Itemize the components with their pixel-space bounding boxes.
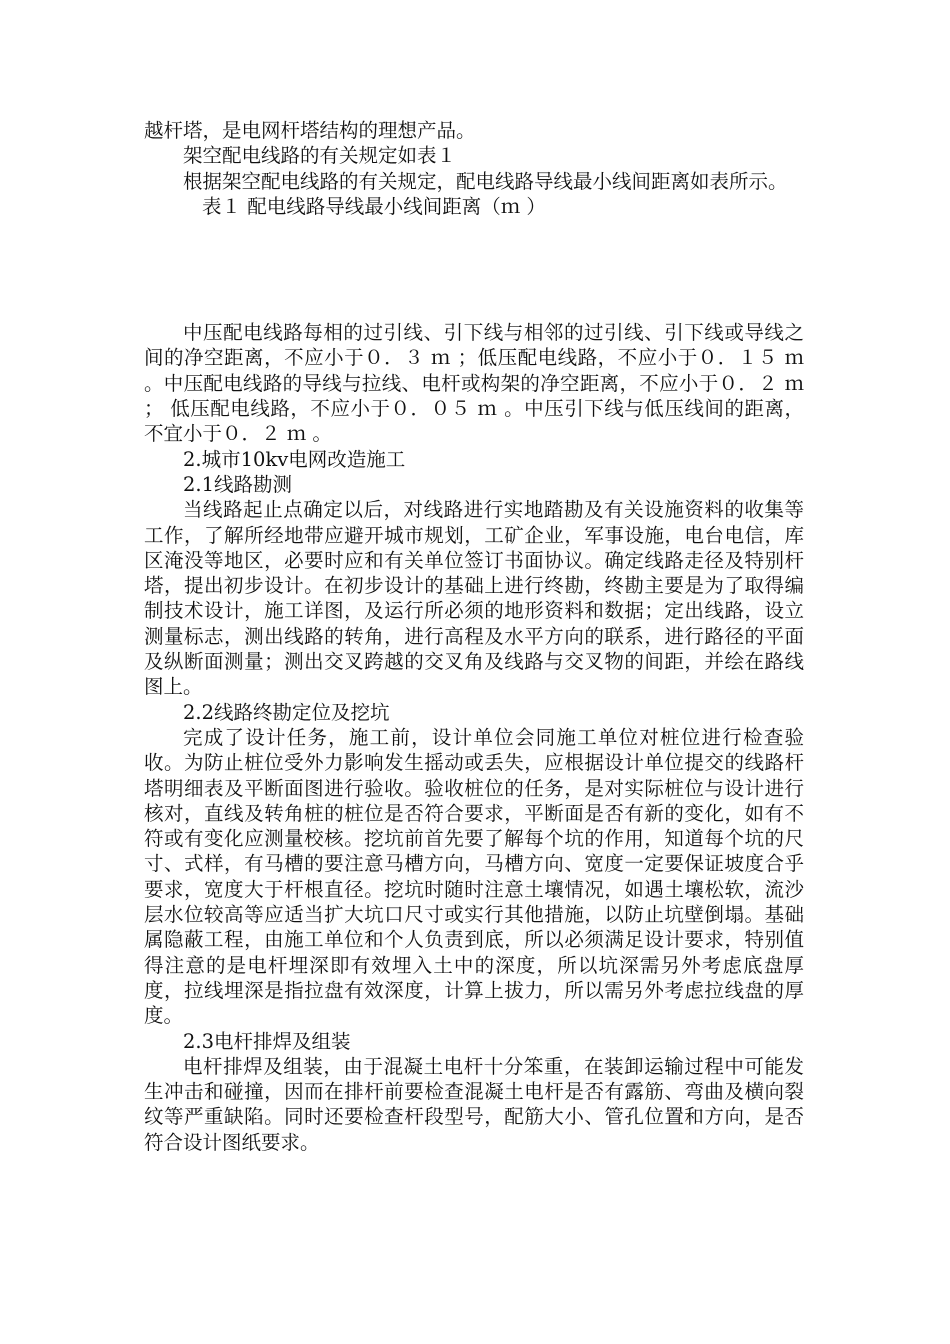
- intro-line-continuation: 越杆塔，是电网杆塔结构的理想产品。: [144, 119, 476, 142]
- table-caption: 表１ 配电线路导线最小线间距离（ｍ ）: [202, 194, 546, 218]
- table-placeholder: [144, 219, 804, 320]
- section-body: 电杆排焊及组装，由于混凝土电杆十分笨重，在装卸运输过程中可能发生冲击和碰撞，因而在排杆前要检查混凝土电杆是否有露筋、弯曲及横向裂纹等严重缺陷。同时还要检查杆段型号，配筋大小、管孔位置和方向，是否符合设计图纸要求。: [144, 1054, 804, 1154]
- intro-line-table-reference: 架空配电线路的有关规定如表１: [183, 144, 457, 168]
- clearance-paragraph: 中压配电线路每相的过引线、引下线与相邻的过引线、引下线或导线之间的净空距离，不应小于０．３ ｍ ；低压配电线路，不应小于０．１５ ｍ 。中压配电线路的导线与拉线、电杆或构架的净空距离，不应小于０．２ ｍ ； 低压配电线路，不应小于０．０５ ｍ 。中压引下线与低压线间的距离，不宜小于０．２ ｍ 。: [144, 321, 804, 446]
- section-body: 当线路起止点确定以后，对线路进行实地踏勘及有关设施资料的收集等工作，了解所经地带应避开城市规划，工矿企业，军事设施，电台电信，库区淹没等地区，必要时应和有关单位签订书面协议。确定线路走径及特别杆塔，提出初步设计。在初步设计的基础上进行终勘，终勘主要是为了取得编制技术设计，施工详图，及运行所必须的地形资料和数据；定出线路，设立测量标志，测出线路的转角，进行高程及水平方向的联系，进行路径的平面及纵断面测量；测出交叉跨越的交叉角及线路与交叉物的间距，并绘在路线图上。: [144, 498, 804, 699]
- section-heading: 2.1线路勘测: [183, 472, 293, 496]
- section-heading: 2.3电杆排焊及组装: [183, 1029, 351, 1053]
- intro-line-regulation: 根据架空配电线路的有关规定，配电线路导线最小线间距离如表所示。: [183, 169, 788, 193]
- document-page: [144, 118, 804, 1155]
- section-heading: 2.2线路终勘定位及挖坑: [183, 700, 390, 724]
- section-body: 完成了设计任务，施工前，设计单位会同施工单位对桩位进行检查验收。为防止桩位受外力影响发生摇动或丢失，应根据设计单位提交的线路杆塔明细表及平断面图进行验收。验收桩位的任务，是对实际桩位与设计进行核对，直线及转角桩的桩位是否符合要求，平断面是否有新的变化，如有不符或有变化应测量校核。挖坑前首先要了解每个坑的作用，知道每个坑的尺寸、式样，有马槽的要注意马槽方向，马槽方向、宽度一定要保证坡度合乎要求，宽度大于杆根直径。挖坑时随时注意土壤情况，如遇土壤松软，流沙层水位较高等应适当扩大坑口尺寸或实行其他措施，以防止坑壁倒塌。基础属隐蔽工程，由施工单位和个人负责到底，所以必须满足设计要求，特别值得注意的是电杆埋深即有效埋入土中的深度，所以坑深需另外考虑底盘厚度，拉线埋深是指拉盘有效深度，计算上拔力，所以需另外考虑拉线盘的厚度。: [144, 725, 804, 1028]
- section-heading: 2.城市10kv电网改造施工: [183, 447, 406, 471]
